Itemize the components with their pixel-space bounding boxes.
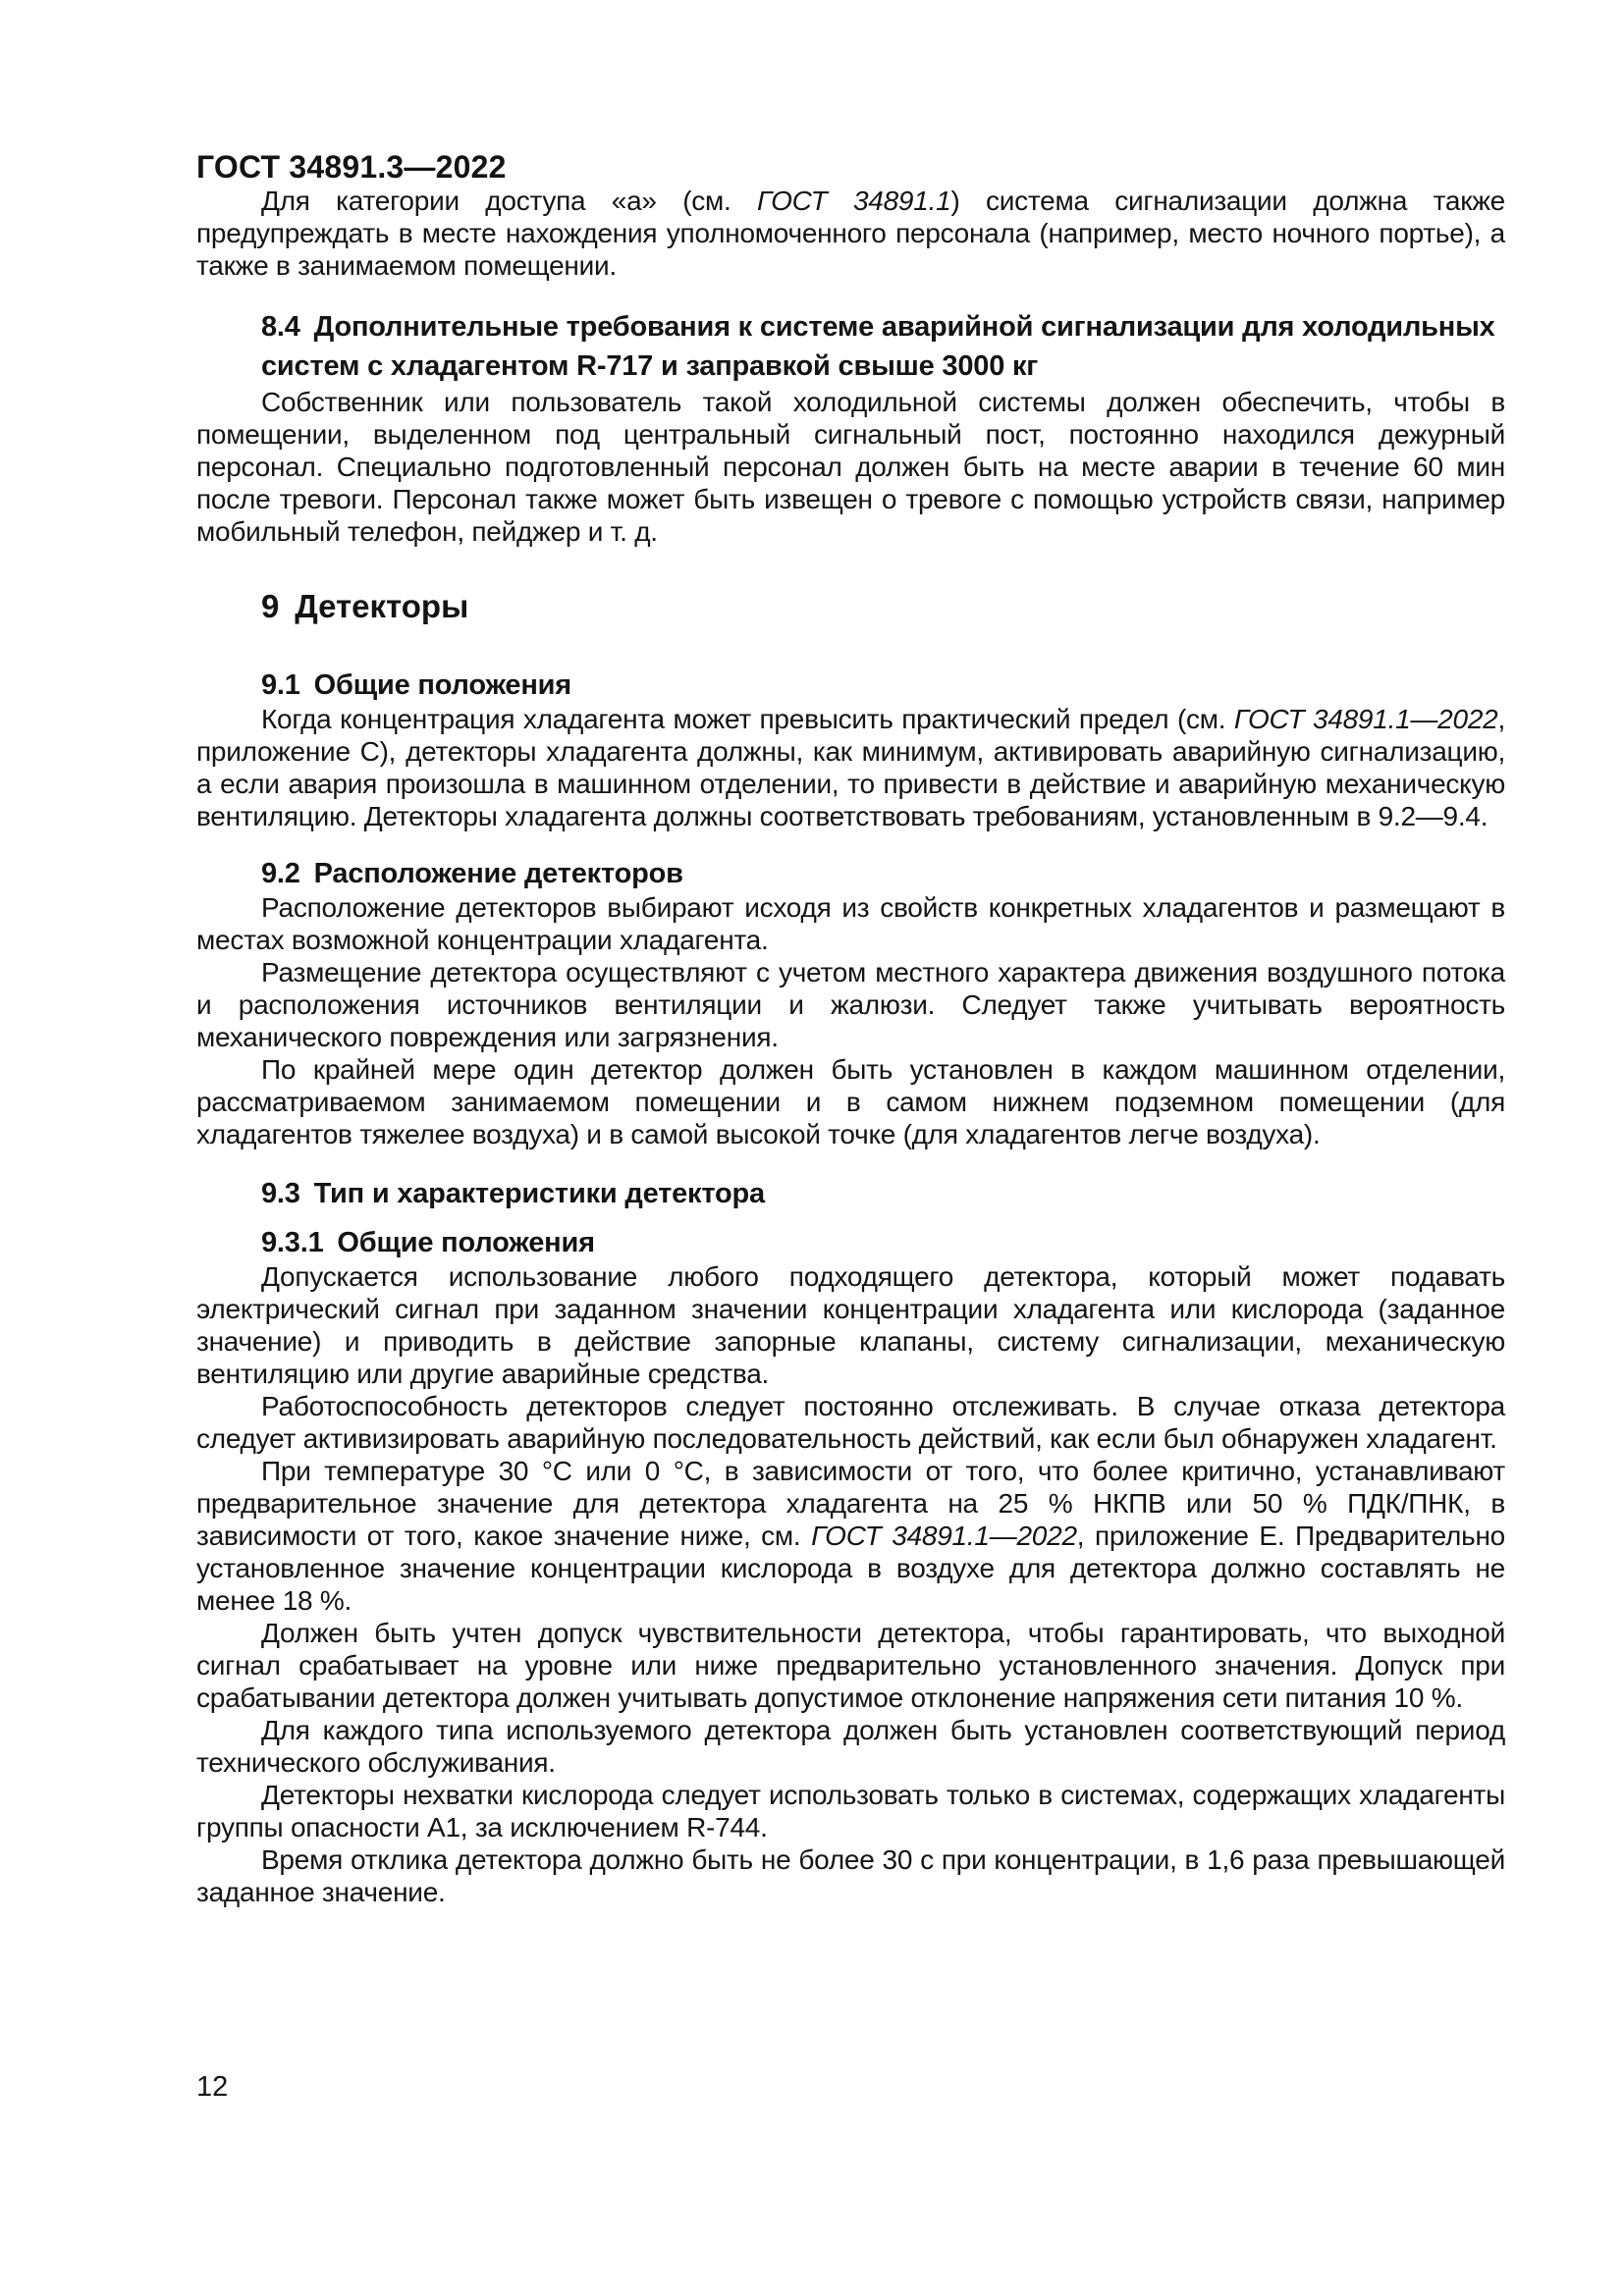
paragraph-minimum-detectors: По крайней мере один детектор должен быть установлен в каждом машинном отделении, рассматриваемом занимаемом помещении и в самом нижнем подземном помещении (для хладагентов тяжелее воздуха) и в самой высокой точке (для хладагентов легче воздуха).	[196, 1054, 1505, 1149]
section-title: Общие положения	[313, 669, 572, 701]
running-header: ГОСТ 34891.3—2022	[196, 149, 507, 185]
section-title: Общие положения	[337, 1227, 595, 1258]
page-number: 12	[196, 2071, 229, 2103]
section-heading-9-1	[261, 667, 1505, 703]
gost-reference: ГОСТ 34891.1—2022	[1233, 704, 1498, 734]
section-title: Расположение детекторов	[313, 858, 683, 889]
chapter-title: Детекторы	[295, 588, 469, 624]
chapter-heading-9	[261, 585, 1505, 628]
section-heading-9-3-1	[261, 1225, 1505, 1260]
paragraph-text: Когда концентрация хладагента может превысить практический предел (см.	[261, 704, 1234, 734]
paragraph-detector-activation	[196, 703, 1505, 832]
section-number: 9.2	[261, 858, 300, 889]
paragraph-preset-values	[196, 1455, 1505, 1617]
paragraph-text: , приложение Е. Предварительно установленное значение концентрации кислорода в воздухе для детектора должно составлять не менее 18 %.	[196, 1521, 1505, 1616]
gost-reference: ГОСТ 34891.1	[757, 186, 951, 216]
section-number: 9.3	[261, 1178, 300, 1209]
paragraph-detector-monitoring: Работоспособность детекторов следует постоянно отслеживать. В случае отказа детектора следует активизировать аварийную последовательность действий, как если был обнаружен хладагент.	[196, 1391, 1505, 1454]
paragraph-airflow: Размещение детектора осуществляют с учетом местного характера движения воздушного потока и расположения источников вентиляции и жалюзи. Следует также учитывать вероятность механического повреждения или загрязнения.	[196, 957, 1505, 1052]
section-number: 9.3.1	[261, 1227, 324, 1258]
paragraph-oxygen-detectors: Детекторы нехватки кислорода следует использовать только в системах, содержащих хладагенты группы опасности А1, за исключением R-744.	[196, 1780, 1505, 1842]
section-title: Дополнительные требования к системе аварийной сигнализации для холодильных систем с хладагентом R-717 и заправкой свыше 3000 кг	[261, 311, 1495, 382]
paragraph-detector-type: Допускается использование любого подходящего детектора, который может подавать электрический сигнал при заданном значении концентрации хладагента или кислорода (заданное значение) и приводить в действие запорные клапаны, систему сигнализации, механическую вентиляцию или другие аварийные средства.	[196, 1261, 1505, 1389]
section-heading-9-2	[261, 856, 1505, 891]
section-heading-9-3	[261, 1176, 1505, 1211]
paragraph-text: ) система сигнализации должна также предупреждать в месте нахождения уполномоченного персонала (например, место ночного портье), а также в занимаемом помещении.	[196, 186, 1506, 281]
paragraph-text: При температуре 30 °С или 0 °С, в зависимости от того, что более критично, устанавливают предварительное значение для детектора хладагента на 25 % НКПВ или 50 % ПДК/ПНК, в зависимости от того, какое значение ниже, см.	[196, 1456, 1505, 1551]
section-title: Тип и характеристики детектора	[313, 1178, 765, 1209]
section-heading-8-4	[261, 307, 1505, 386]
paragraph-response-time: Время отклика детектора должно быть не более 30 с при концентрации, в 1,6 раза превышающей заданное значение.	[196, 1844, 1505, 1907]
paragraph-owner-duty: Собственник или пользователь такой холодильной системы должен обеспечить, чтобы в помещении, выделенном под центральный сигнальный пост, постоянно находился дежурный персонал. Специально подготовленный персонал должен быть на месте аварии в течение 60 мин после тревоги. Персонал также может быть извещен о тревоге с помощью устройств связи, например мобильный телефон, пейджер и т. д.	[196, 387, 1505, 547]
paragraph-maintenance-period: Для каждого типа используемого детектора должен быть установлен соответствующий период технического обслуживания.	[196, 1715, 1505, 1778]
paragraph-text: Для категории доступа «а» (см.	[261, 186, 758, 216]
paragraph-access-category	[196, 185, 1505, 282]
chapter-number: 9	[261, 588, 280, 624]
paragraph-sensitivity-tolerance: Должен быть учтен допуск чувствительности детектора, чтобы гарантировать, что выходной сигнал срабатывает на уровне или ниже предварительно установленного значения. Допуск при срабатывании детектора должен учитывать допустимое отклонение напряжения сети питания 10 %.	[196, 1618, 1505, 1713]
section-number: 8.4	[261, 311, 300, 343]
paragraph-text: , приложение С), детекторы хладагента должны, как минимум, активировать аварийную сигнализацию, а если авария произошла в машинном отделении, то привести в действие и аварийную механическую вентиляцию. Детекторы хладагента должны соответствовать требованиям, установленным в 9.2—9.4.	[196, 704, 1505, 831]
gost-reference: ГОСТ 34891.1—2022	[811, 1521, 1077, 1551]
section-number: 9.1	[261, 669, 300, 701]
paragraph-detector-placement: Расположение детекторов выбирают исходя из свойств конкретных хладагентов и размещают в местах возможной концентрации хладагента.	[196, 892, 1505, 955]
